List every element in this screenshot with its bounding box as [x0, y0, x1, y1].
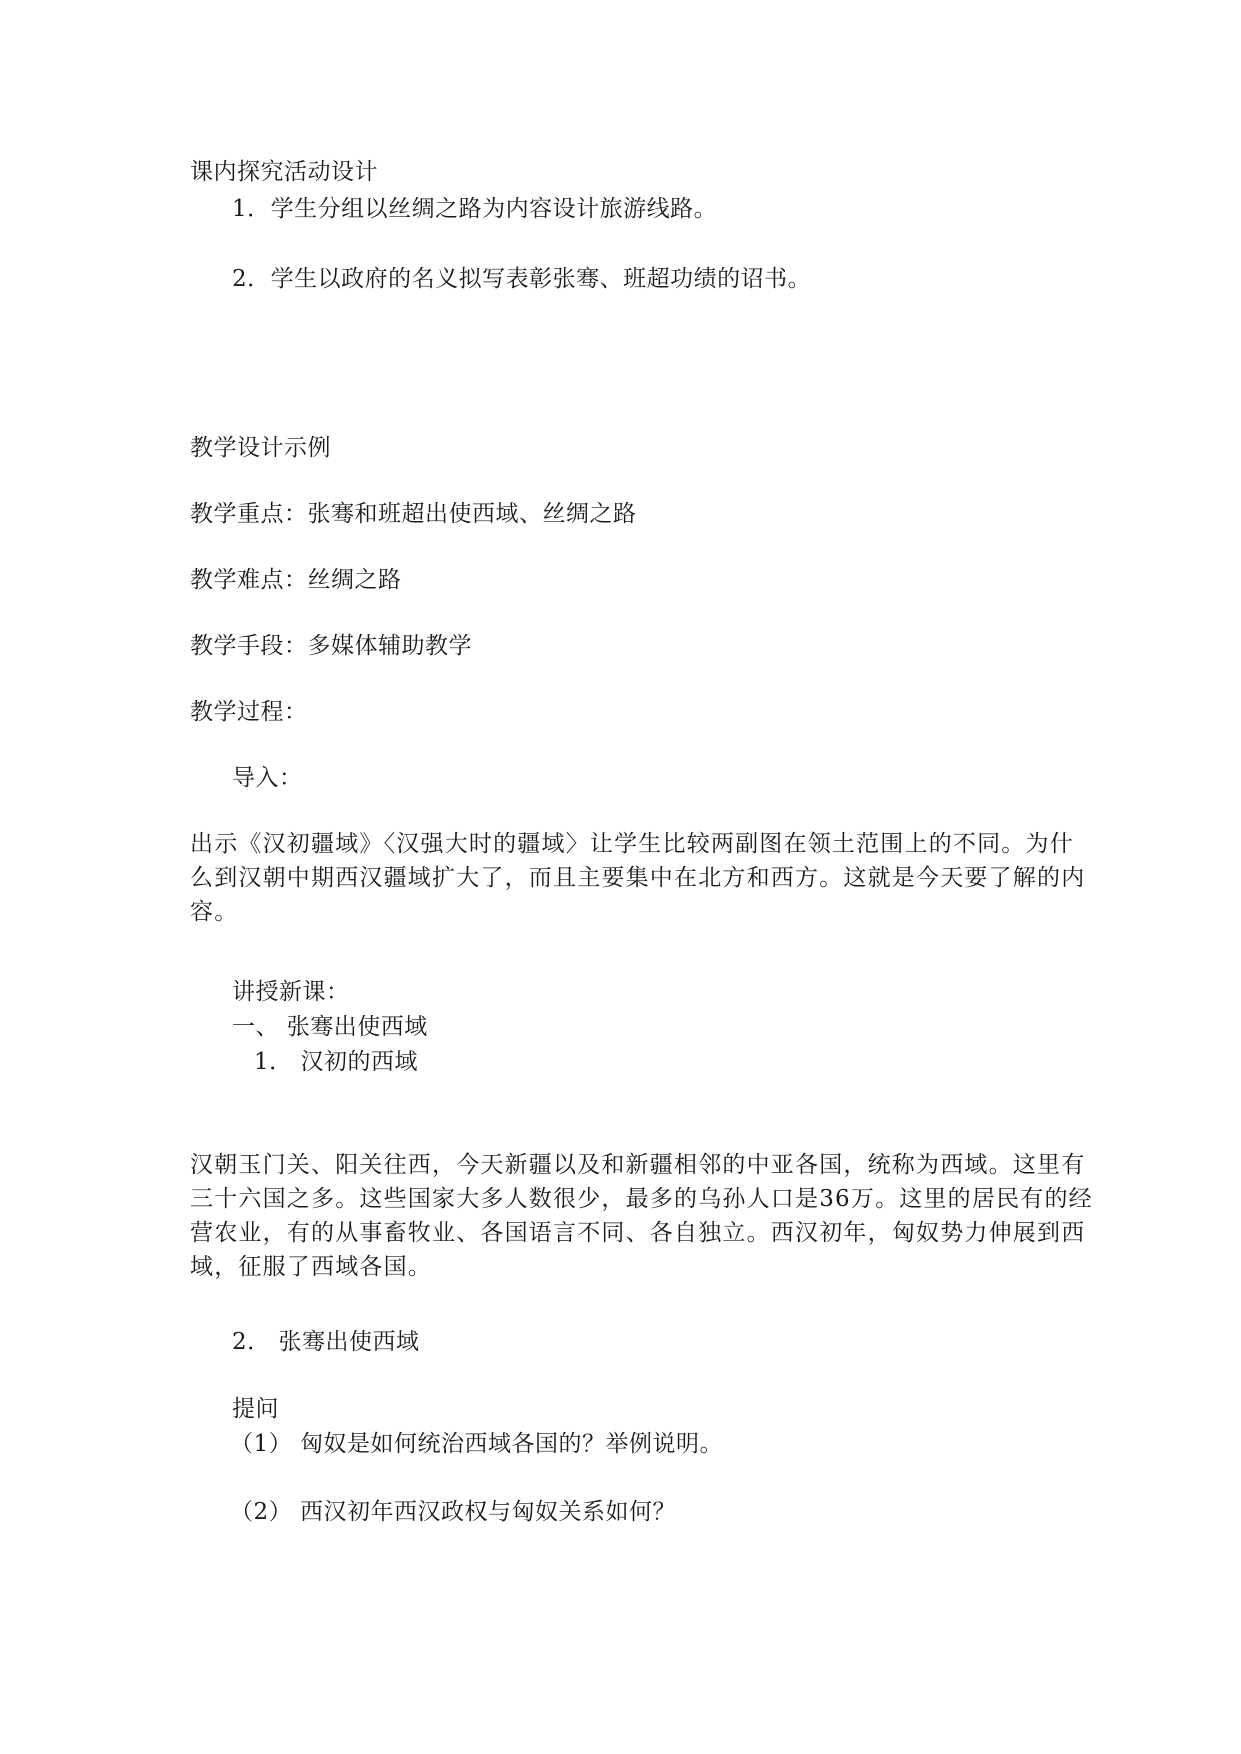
teaching-means: 教学手段：多媒体辅助教学 [190, 633, 472, 659]
western-regions-paragraph [190, 1148, 1093, 1284]
section-one-heading: 一、 张骞出使西域 [232, 1014, 428, 1040]
example-title: 教学设计示例 [190, 435, 331, 461]
activity-item-1: 1．学生分组以丝绸之路为内容设计旅游线路。 [232, 196, 718, 222]
question-1: （1） 匈奴是如何统治西域各国的？举例说明。 [230, 1431, 723, 1457]
paragraph-line: 汉朝玉门关、阳关往西，今天新疆以及和新疆相邻的中亚各国，统称为西域。这里有 [190, 1152, 1086, 1178]
activity-title: 课内探究活动设计 [190, 159, 378, 185]
question-label: 提问 [232, 1396, 279, 1422]
intro-line: 出示《汉初疆域》〈汉强大时的疆域〉让学生比较两副图在领土范围上的不同。为什 [190, 831, 1074, 857]
intro-paragraph [190, 827, 1086, 929]
activity-item-2: 2．学生以政府的名义拟写表彰张骞、班超功绩的诏书。 [232, 266, 812, 292]
teaching-focus: 教学重点：张骞和班超出使西域、丝绸之路 [190, 501, 637, 527]
paragraph-line: 域，征服了西域各国。 [190, 1254, 432, 1280]
subsection-zhangqian: 2． 张骞出使西域 [232, 1329, 420, 1355]
paragraph-line: 营农业，有的从事畜牧业、各国语言不同、各自独立。西汉初年，匈奴势力伸展到西 [190, 1220, 1086, 1246]
intro-line: 容。 [190, 899, 239, 925]
intro-label: 导入： [232, 765, 303, 791]
new-lesson-label: 讲授新课： [232, 979, 350, 1005]
intro-line: 么到汉朝中期西汉疆域扩大了，而且主要集中在北方和西方。这就是今天要了解的内 [190, 865, 1086, 891]
subsection-western-regions: 1． 汉初的西域 [254, 1049, 418, 1075]
question-2: （2） 西汉初年西汉政权与匈奴关系如何？ [230, 1499, 676, 1525]
teaching-difficulty: 教学难点：丝绸之路 [190, 567, 402, 593]
paragraph-line: 三十六国之多。这些国家大多人数很少，最多的乌孙人口是36万。这里的居民有的经 [190, 1186, 1093, 1212]
teaching-process: 教学过程： [190, 699, 308, 725]
